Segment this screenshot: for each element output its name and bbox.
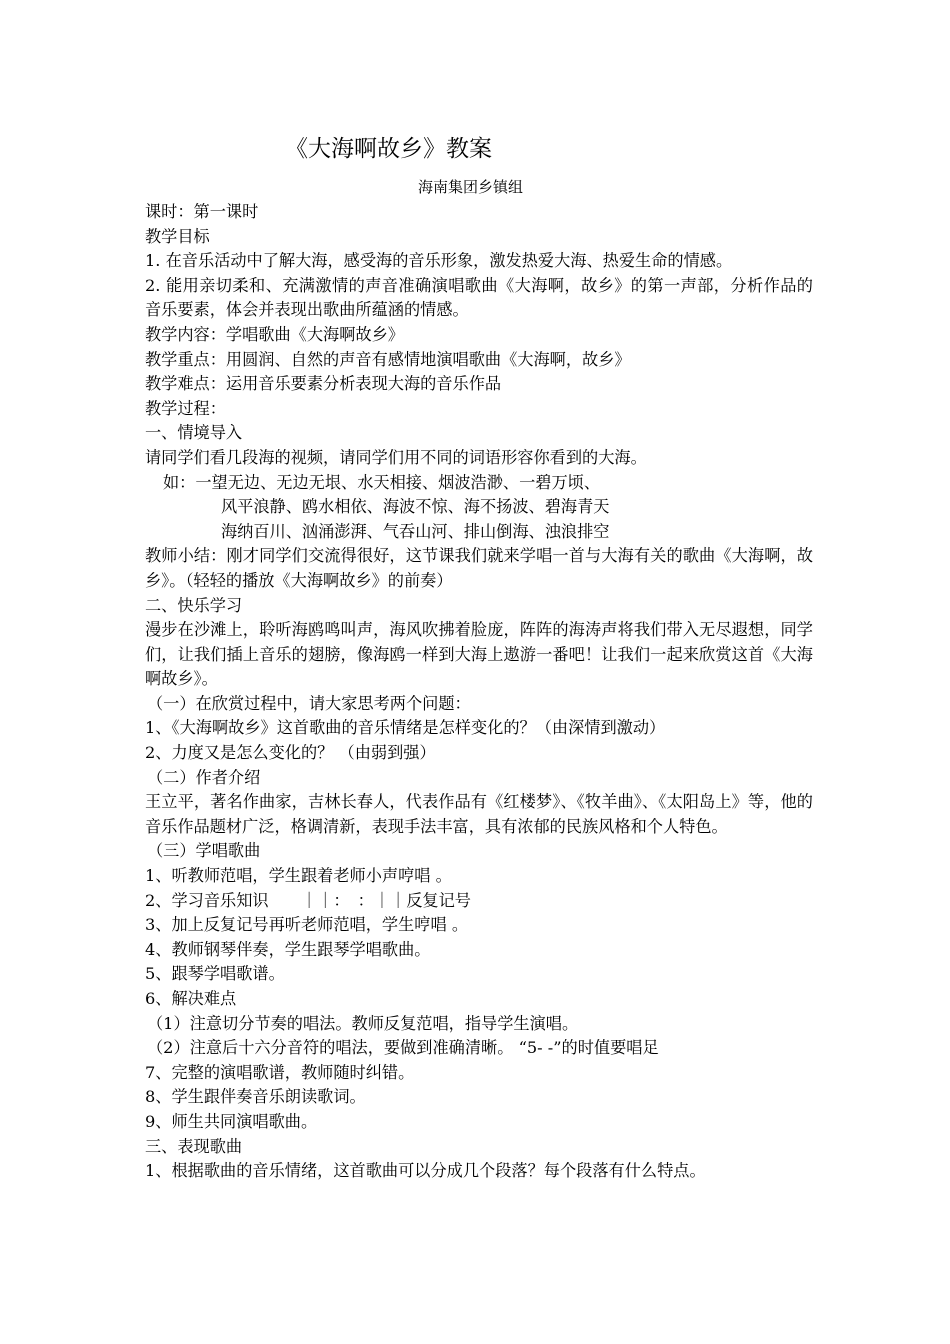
subsection-heading: （三）学唱歌曲 xyxy=(147,841,261,861)
word-list: 风平浪静、鸥水相依、海波不惊、海不扬波、碧海青天 xyxy=(221,497,610,517)
section-heading-goals: 教学目标 xyxy=(145,226,210,246)
list-item: 5、跟琴学唱歌谱。 xyxy=(145,964,285,984)
list-item: 1、《大海啊故乡》这首歌曲的音乐情绪是怎样变化的？（由深情到激动） xyxy=(145,718,666,738)
list-item: 8、学生跟伴奏音乐朗读歌词。 xyxy=(145,1087,366,1107)
list-item: 2、力度又是怎么变化的？ （由弱到强） xyxy=(145,743,436,763)
list-item: 9、师生共同演唱歌曲。 xyxy=(145,1111,318,1131)
word-list: 海纳百川、汹涌澎湃、气吞山河、排山倒海、浊浪排空 xyxy=(221,521,610,541)
paragraph: 请同学们看几段海的视频，请同学们用不同的词语形容你看到的大海。 xyxy=(145,447,647,467)
section-heading-process: 教学过程： xyxy=(145,398,226,418)
author-group: 海南集团乡镇组 xyxy=(418,178,524,196)
list-item: 1、听教师范唱，学生跟着老师小声哼唱 。 xyxy=(145,866,452,886)
section-heading-3: 三、表现歌曲 xyxy=(145,1136,243,1156)
section-heading-2: 二、快乐学习 xyxy=(145,595,243,615)
goal-item: 2. 能用亲切柔和、充满激情的声音准确演唱歌曲《大海啊，故乡》的第一声部，分析作品的音乐要素，体会并表现出歌曲所蕴涵的情感。 xyxy=(145,275,813,320)
list-subitem: （2）注意后十六分音符的唱法，要做到准确清晰。 “5- -”的时值要唱足 xyxy=(147,1038,659,1058)
list-item: 3、加上反复记号再听老师范唱，学生哼唱 。 xyxy=(145,915,469,935)
teaching-focus: 教学重点：用圆润、自然的声音有感情地演唱歌曲《大海啊，故乡》 xyxy=(145,349,631,369)
document-body xyxy=(145,200,813,1184)
goal-item: 1. 在音乐活动中了解大海，感受海的音乐形象，激发热爱大海、热爱生命的情感。 xyxy=(145,251,733,271)
list-item: 6、解决难点 xyxy=(145,989,237,1008)
list-item: 7、完整的演唱歌谱，教师随时纠错。 xyxy=(145,1062,415,1082)
list-subitem: （1）注意切分节奏的唱法。教师反复范唱，指导学生演唱。 xyxy=(147,1013,579,1033)
list-item: 4、教师钢琴伴奏，学生跟琴学唱歌曲。 xyxy=(145,939,431,959)
list-item: 2、学习音乐知识 ｜｜： ：｜｜反复记号 xyxy=(145,890,471,910)
subsection-heading: （二）作者介绍 xyxy=(147,767,261,787)
teaching-difficulty: 教学难点：运用音乐要素分析表现大海的音乐作品 xyxy=(145,374,502,394)
subsection-heading: （一）在欣赏过程中，请大家思考两个问题： xyxy=(147,693,471,713)
teaching-content: 教学内容：学唱歌曲《大海啊故乡》 xyxy=(145,324,404,344)
word-list: 如：一望无边、无边无垠、水天相接、烟波浩渺、一碧万顷、 xyxy=(163,472,601,492)
document-title: 《大海啊故乡》教案 xyxy=(285,136,492,162)
teacher-summary: 教师小结：刚才同学们交流得很好，这节课我们就来学唱一首与大海有关的歌曲《大海啊，故乡》。（轻轻的播放《大海啊故乡》的前奏） xyxy=(145,546,813,590)
section-heading-1: 一、情境导入 xyxy=(145,423,243,443)
class-period: 课时：第一课时 xyxy=(145,202,259,221)
composer-intro: 王立平，著名作曲家，吉林长春人，代表作品有《红楼梦》、《牧羊曲》、《太阳岛上》等，他的音乐作品题材广泛，格调清新，表现手法丰富，具有浓郁的民族风格和个人特色。 xyxy=(145,792,813,836)
list-item: 1、根据歌曲的音乐情绪，这首歌曲可以分成几个段落？每个段落有什么特点。 xyxy=(145,1161,706,1181)
paragraph: 漫步在沙滩上，聆听海鸥鸣叫声，海风吹拂着脸庞，阵阵的海涛声将我们带入无尽遐想，同学们，让我们插上音乐的翅膀，像海鸥一样到大海上遨游一番吧！让我们一起来欣赏这首《大海啊故乡》。 xyxy=(145,620,813,689)
